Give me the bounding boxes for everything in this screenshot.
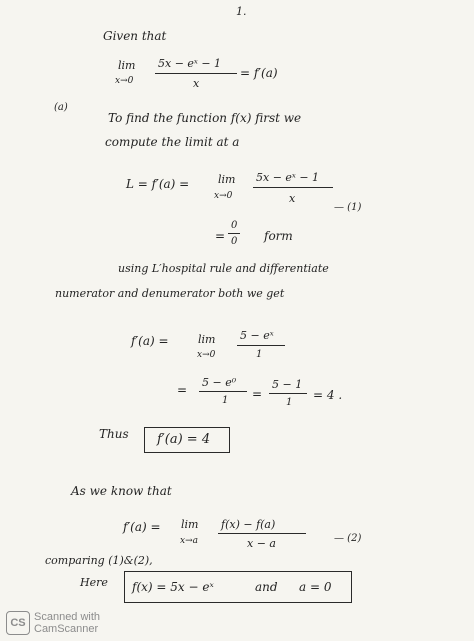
eq1-denominator: x	[289, 192, 296, 205]
part-a-line2: compute the limit at a	[105, 135, 240, 149]
eq1-lhs: L = f′(a) =	[126, 177, 190, 191]
eq4-lim: lim	[181, 518, 199, 531]
comparing-text: comparing (1)&(2),	[45, 554, 153, 567]
eq4-tag: — (2)	[334, 533, 362, 544]
lhospital-line2: numerator and denumerator both we get	[55, 287, 285, 300]
eq4-lim-sub: x→a	[180, 536, 198, 546]
form-numerator: 0	[231, 220, 238, 231]
eq4-denominator: x − a	[247, 537, 276, 550]
page-number: 1.	[236, 5, 247, 18]
eq3-equals-2: =	[252, 387, 263, 401]
lhospital-line1: using L′hospital rule and differentiate	[118, 262, 329, 275]
form-equals: =	[215, 229, 226, 243]
camscanner-logo-icon: CS	[6, 611, 30, 635]
part-a-label: (a)	[54, 102, 68, 113]
eq3-result: = 4 .	[313, 388, 343, 402]
given-denominator: x	[193, 77, 200, 90]
eq4-numerator: f(x) − f(a)	[221, 518, 276, 531]
watermark-line1: Scanned with	[34, 611, 101, 623]
form-denominator: 0	[231, 236, 238, 247]
part-a-line1: To find the function f(x) first we	[108, 111, 302, 125]
eq3-frac2-denominator: 1	[286, 397, 293, 408]
eq3-frac1-denominator: 1	[222, 395, 229, 406]
eq1-tag: — (1)	[334, 202, 362, 213]
eq2-denominator: 1	[256, 349, 263, 360]
eq2-lim-sub: x→0	[197, 350, 216, 360]
eq3-frac2-numerator: 5 − 1	[272, 378, 303, 391]
camscanner-watermark	[34, 611, 100, 635]
eq2-fraction-bar	[237, 345, 285, 346]
final-a-value: a = 0	[299, 580, 332, 594]
eq3-frac1-numerator: 5 − e⁰	[202, 376, 237, 389]
here-label: Here	[80, 576, 108, 589]
eq3-equals: =	[177, 383, 188, 397]
eq3-frac2-bar	[269, 393, 307, 394]
final-function: f(x) = 5x − eˣ	[132, 580, 214, 594]
eq4-lhs: f′(a) =	[123, 520, 161, 534]
result-boxed-text: f′(a) = 4	[157, 432, 211, 447]
given-numerator: 5x − eˣ − 1	[158, 57, 222, 70]
eq1-lim-sub: x→0	[214, 191, 233, 201]
eq4-fraction-bar	[218, 533, 306, 534]
eq2-lim: lim	[198, 333, 216, 346]
given-lim: lim	[118, 59, 136, 72]
result-box	[144, 427, 230, 453]
final-answer-box	[124, 571, 352, 603]
given-lim-sub: x→0	[115, 76, 134, 86]
eq1-lim: lim	[218, 173, 236, 186]
eq3-frac1-bar	[199, 391, 247, 392]
form-word: form	[264, 229, 293, 243]
final-and: and	[255, 580, 278, 594]
watermark-line2: CamScanner	[34, 623, 99, 635]
know-text: As we know that	[71, 484, 172, 498]
given-heading: Given that	[103, 29, 167, 43]
eq1-numerator: 5x − eˣ − 1	[256, 171, 320, 184]
form-fraction-bar	[228, 233, 240, 234]
given-rhs: = f′(a)	[240, 66, 278, 80]
given-fraction-bar	[155, 73, 237, 74]
eq1-fraction-bar	[253, 187, 333, 188]
thus-label: Thus	[99, 427, 129, 441]
eq2-lhs: f′(a) =	[131, 334, 169, 348]
eq2-numerator: 5 − eˣ	[240, 329, 274, 342]
